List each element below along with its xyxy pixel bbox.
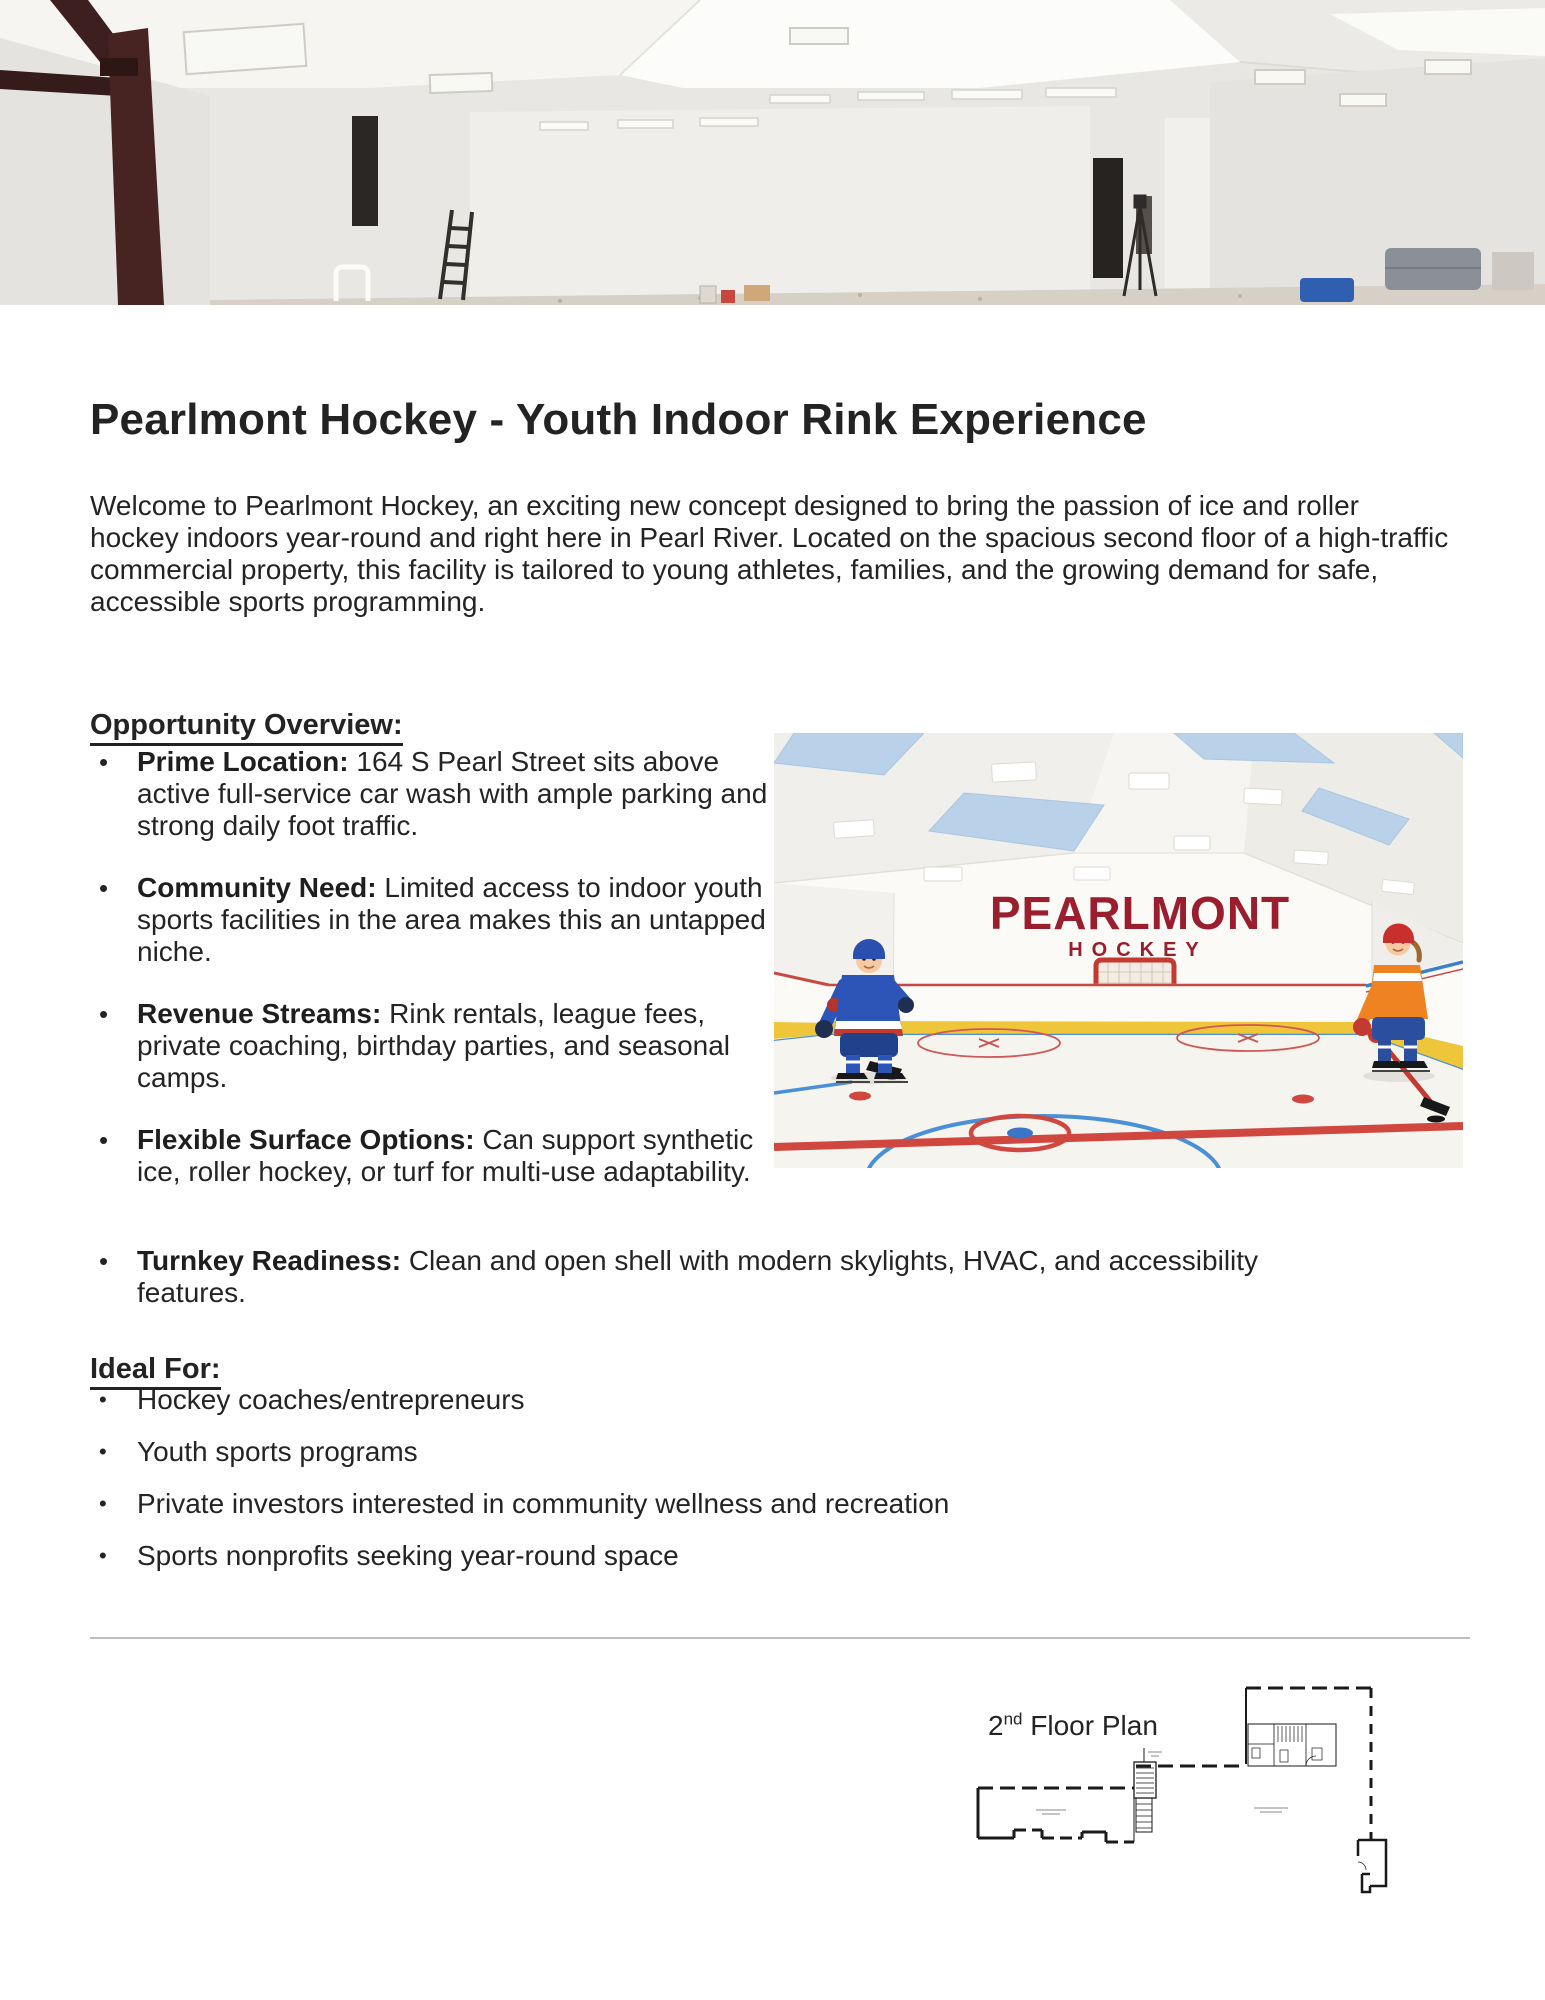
bullet-text: Flexible Surface Options: Can support synthetic ice, roller hockey, or turf for multi-use adaptability. <box>137 1124 754 1187</box>
bullet-community-need <box>90 872 782 968</box>
section-divider <box>90 1637 1470 1639</box>
bullet-row <box>90 1245 1357 1309</box>
ideal-item-nonprofits: • Sports nonprofits seeking year-round space <box>90 1540 1390 1572</box>
opportunity-heading: Opportunity Overview: <box>90 708 403 746</box>
ideal-for-heading: Ideal For: <box>90 1352 221 1390</box>
bullet-prime-location <box>90 746 782 842</box>
bullet-text: Revenue Streams: Rink rentals, league fees, private coaching, birthday parties, and seasonal camps. <box>137 998 731 1093</box>
plan-room-labels <box>1036 1752 1288 1814</box>
bullet-turnkey <box>90 1245 1357 1309</box>
rink-rendering <box>774 733 1463 1168</box>
bullet-marker: • <box>99 747 109 777</box>
opportunity-bullet-list <box>90 746 782 1218</box>
ideal-item-youth-programs: • Youth sports programs <box>90 1436 1390 1468</box>
bullet-flexible-surface <box>90 1124 782 1188</box>
bullet-text: Turnkey Readiness: Clean and open shell with modern skylights, HVAC, and accessibility features. <box>137 1245 1259 1308</box>
page-title: Pearlmont Hockey - Youth Indoor Rink Experience <box>90 395 1147 445</box>
bullet-marker: • <box>99 873 109 903</box>
bullet-marker: • <box>99 1246 109 1276</box>
floor-plan-label: 2nd Floor Plan <box>988 1709 1158 1741</box>
ideal-item-investors: • Private investors interested in community wellness and recreation <box>90 1488 1390 1520</box>
bullet-revenue-streams <box>90 998 782 1094</box>
bullet-text: Community Need: Limited access to indoor youth sports facilities in the area makes this an untapped niche. <box>137 872 766 967</box>
bullet-marker: • <box>99 1125 109 1155</box>
ideal-for-list <box>90 1384 1390 1592</box>
rink-rendering-image <box>774 733 1463 1168</box>
hero-photo <box>0 0 1545 305</box>
bullet-marker: • <box>99 999 109 1029</box>
brand-wall-text: PEARLMONT <box>989 887 1291 939</box>
hero-photo-rendering <box>0 0 1545 305</box>
bullet-text: Prime Location: 164 S Pearl Street sits above active full-service car wash with ample parking and strong daily foot traffic. <box>137 746 768 841</box>
bullet-marker: • <box>99 1439 107 1464</box>
intro-paragraph: Welcome to Pearlmont Hockey, an exciting new concept designed to bring the passion of ice and roller hockey indoors year-round and right here in Pearl River. Located on the spacious second floor of a high-traffic commercial property, this facility is tailored to young athletes, families, and the growing demand for safe, accessible sports programming. <box>90 490 1449 617</box>
doorway-opening <box>352 116 378 226</box>
bullet-marker: • <box>99 1543 107 1568</box>
box <box>1492 252 1534 290</box>
ordinal-suffix: nd <box>1003 1709 1023 1729</box>
blower-fan <box>1300 278 1354 302</box>
bullet-marker: • <box>99 1491 107 1516</box>
ideal-item-coaches: • Hockey coaches/entrepreneurs <box>90 1384 1390 1416</box>
bullet-marker: • <box>99 1387 107 1412</box>
brand-wall-subtext: HOCKEY <box>1068 939 1208 961</box>
